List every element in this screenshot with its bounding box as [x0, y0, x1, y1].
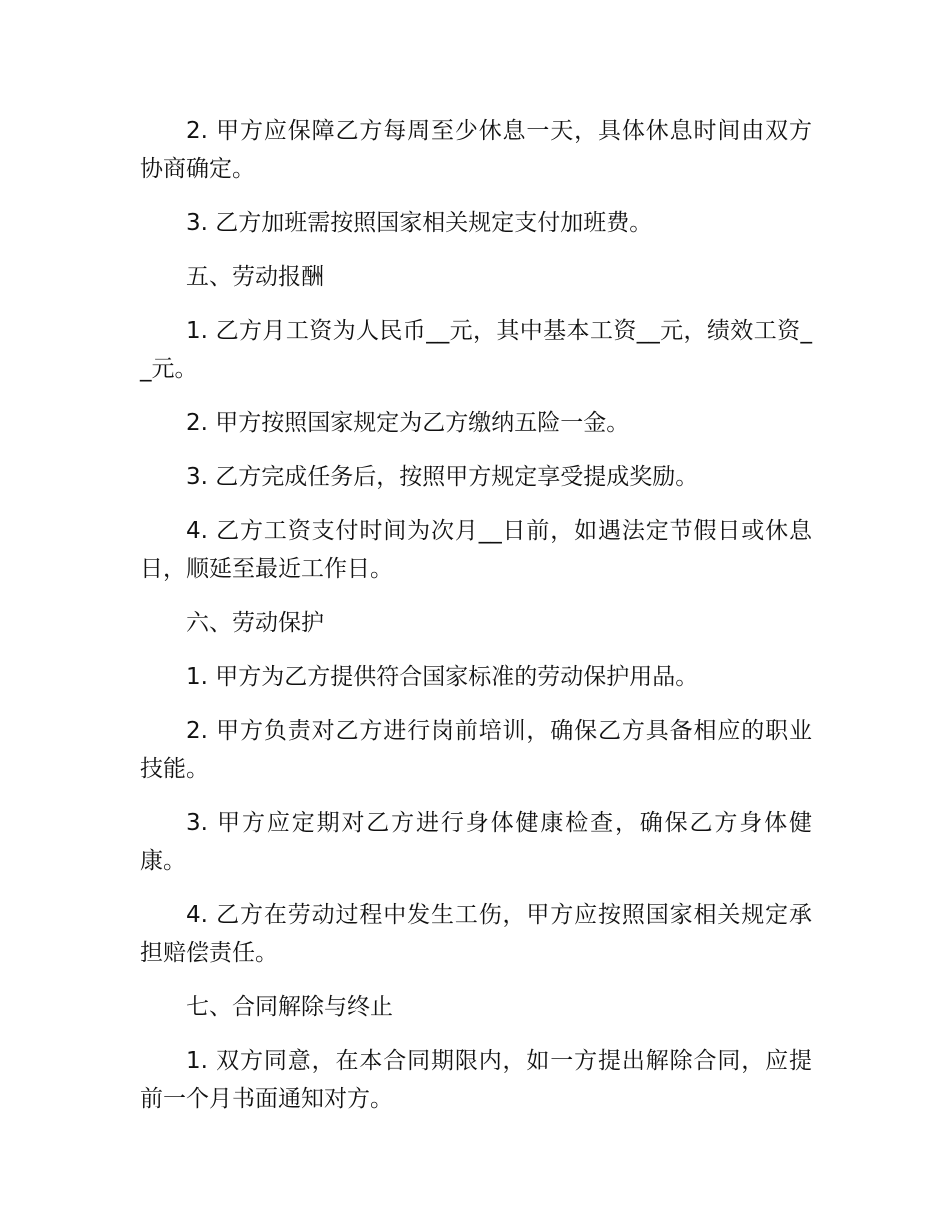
clause-5-2-social-insurance: 2. 甲方按照国家规定为乙方缴纳五险一金。 — [186, 410, 630, 436]
clause-6-3-health-check: 3. 甲方应定期对乙方进行身体健康检查，确保乙方身体健康。 — [140, 810, 812, 874]
section-heading-termination: 七、合同解除与终止 — [186, 994, 393, 1020]
clause-5-4-payment-date: 4. 乙方工资支付时间为次月__日前，如遇法定节假日或休息日，顺延至最近工作日。 — [140, 518, 812, 582]
clause-6-2-training: 2. 甲方负责对乙方进行岗前培训，确保乙方具备相应的职业技能。 — [140, 718, 812, 782]
clause-5-1-monthly-salary: 1. 乙方月工资为人民币__元，其中基本工资__元，绩效工资__元。 — [140, 318, 812, 382]
document-body — [140, 112, 812, 1134]
clause-6-4-work-injury: 4. 乙方在劳动过程中发生工伤，甲方应按照国家相关规定承担赔偿责任。 — [140, 902, 812, 966]
clause-4-3-overtime-pay: 3. 乙方加班需按照国家相关规定支付加班费。 — [186, 210, 653, 236]
clause-5-3-commission: 3. 乙方完成任务后，按照甲方规定享受提成奖励。 — [186, 464, 699, 490]
clause-4-2-rest-day: 2. 甲方应保障乙方每周至少休息一天，具体休息时间由双方协商确定。 — [140, 118, 812, 182]
section-heading-remuneration: 五、劳动报酬 — [186, 264, 324, 290]
section-heading-labor-protection: 六、劳动保护 — [186, 610, 324, 636]
clause-7-1-notice: 1. 双方同意，在本合同期限内，如一方提出解除合同，应提前一个月书面通知对方。 — [140, 1048, 812, 1112]
clause-6-1-protective-equipment: 1. 甲方为乙方提供符合国家标准的劳动保护用品。 — [186, 664, 699, 690]
